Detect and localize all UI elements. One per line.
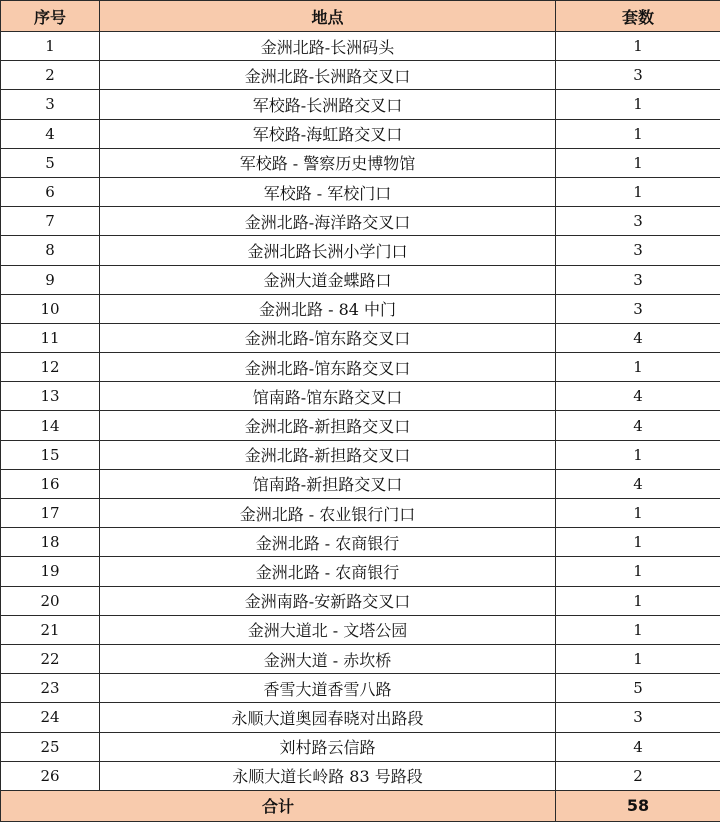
row-index-cell: 7 — [1, 207, 100, 236]
table-row — [1, 469, 720, 498]
row-index-cell: 17 — [1, 499, 100, 528]
row-sets-cell: 2 — [556, 761, 720, 790]
total-label: 合计 — [1, 790, 556, 821]
row-index-cell: 21 — [1, 615, 100, 644]
row-location-cell: 刘村路云信路 — [100, 732, 556, 761]
row-sets-cell: 4 — [556, 382, 720, 411]
row-location-cell: 馆南路-馆东路交叉口 — [100, 382, 556, 411]
row-sets-cell: 1 — [556, 644, 720, 673]
table-row — [1, 644, 720, 673]
row-index-cell: 19 — [1, 557, 100, 586]
row-sets-cell: 1 — [556, 528, 720, 557]
row-sets-cell: 4 — [556, 732, 720, 761]
total-value: 58 — [556, 790, 720, 821]
row-location-cell: 军校路 - 警察历史博物馆 — [100, 148, 556, 177]
row-index-cell: 11 — [1, 323, 100, 352]
table-row — [1, 761, 720, 790]
row-location-cell: 金洲大道 - 赤坎桥 — [100, 644, 556, 673]
row-index-cell: 20 — [1, 586, 100, 615]
table-row — [1, 411, 720, 440]
row-sets-cell: 4 — [556, 411, 720, 440]
row-location-cell: 金洲北路-新担路交叉口 — [100, 411, 556, 440]
row-location-cell: 金洲北路 - 农商银行 — [100, 528, 556, 557]
table-row — [1, 528, 720, 557]
row-location-cell: 金洲北路 - 84 中门 — [100, 294, 556, 323]
row-location-cell: 金洲北路 - 农商银行 — [100, 557, 556, 586]
row-sets-cell: 4 — [556, 469, 720, 498]
row-sets-cell: 3 — [556, 61, 720, 90]
row-sets-cell: 3 — [556, 236, 720, 265]
row-index-cell: 4 — [1, 119, 100, 148]
row-sets-cell: 3 — [556, 265, 720, 294]
row-location-cell: 军校路 - 军校门口 — [100, 177, 556, 206]
row-location-cell: 金洲大道金蝶路口 — [100, 265, 556, 294]
total-row — [1, 790, 720, 821]
row-location-cell: 金洲大道北 - 文塔公园 — [100, 615, 556, 644]
row-sets-cell: 3 — [556, 207, 720, 236]
row-location-cell: 金洲北路长洲小学门口 — [100, 236, 556, 265]
row-index-cell: 26 — [1, 761, 100, 790]
row-location-cell: 香雪大道香雪八路 — [100, 674, 556, 703]
table-row — [1, 382, 720, 411]
row-index-cell: 14 — [1, 411, 100, 440]
row-index-cell: 16 — [1, 469, 100, 498]
table-row — [1, 440, 720, 469]
row-index-cell: 13 — [1, 382, 100, 411]
row-sets-cell: 1 — [556, 557, 720, 586]
row-index-cell: 2 — [1, 61, 100, 90]
row-index-cell: 15 — [1, 440, 100, 469]
table-footer — [1, 790, 720, 821]
header-sets: 套数 — [556, 1, 720, 32]
row-location-cell: 金洲北路-长洲路交叉口 — [100, 61, 556, 90]
row-index-cell: 5 — [1, 148, 100, 177]
table-row — [1, 265, 720, 294]
header-location: 地点 — [100, 1, 556, 32]
row-sets-cell: 3 — [556, 294, 720, 323]
table-row — [1, 615, 720, 644]
row-sets-cell: 1 — [556, 177, 720, 206]
row-index-cell: 23 — [1, 674, 100, 703]
table-row — [1, 236, 720, 265]
row-location-cell: 永顺大道长岭路 83 号路段 — [100, 761, 556, 790]
table-row — [1, 119, 720, 148]
table-row — [1, 90, 720, 119]
row-location-cell: 军校路-海虹路交叉口 — [100, 119, 556, 148]
header-index: 序号 — [1, 1, 100, 32]
table-row — [1, 177, 720, 206]
table-row — [1, 586, 720, 615]
row-sets-cell: 4 — [556, 323, 720, 352]
row-location-cell: 金洲北路-馆东路交叉口 — [100, 323, 556, 352]
table-row — [1, 294, 720, 323]
row-sets-cell: 1 — [556, 32, 720, 61]
row-index-cell: 3 — [1, 90, 100, 119]
row-sets-cell: 3 — [556, 703, 720, 732]
row-index-cell: 25 — [1, 732, 100, 761]
row-sets-cell: 1 — [556, 353, 720, 382]
table-row — [1, 557, 720, 586]
table-row — [1, 32, 720, 61]
row-sets-cell: 1 — [556, 90, 720, 119]
row-location-cell: 军校路-长洲路交叉口 — [100, 90, 556, 119]
row-location-cell: 金洲北路-馆东路交叉口 — [100, 353, 556, 382]
row-index-cell: 8 — [1, 236, 100, 265]
row-sets-cell: 1 — [556, 148, 720, 177]
row-location-cell: 金洲北路-长洲码头 — [100, 32, 556, 61]
row-index-cell: 22 — [1, 644, 100, 673]
row-location-cell: 馆南路-新担路交叉口 — [100, 469, 556, 498]
row-sets-cell: 1 — [556, 586, 720, 615]
row-sets-cell: 1 — [556, 499, 720, 528]
table-row — [1, 148, 720, 177]
row-location-cell: 金洲北路 - 农业银行门口 — [100, 499, 556, 528]
table-header — [1, 1, 720, 32]
row-index-cell: 1 — [1, 32, 100, 61]
table-body — [1, 32, 720, 791]
row-index-cell: 6 — [1, 177, 100, 206]
table-row — [1, 323, 720, 352]
table-row — [1, 207, 720, 236]
row-location-cell: 金洲南路-安新路交叉口 — [100, 586, 556, 615]
row-sets-cell: 5 — [556, 674, 720, 703]
table-row — [1, 674, 720, 703]
row-location-cell: 金洲北路-海洋路交叉口 — [100, 207, 556, 236]
table-row — [1, 61, 720, 90]
row-index-cell: 24 — [1, 703, 100, 732]
row-index-cell: 18 — [1, 528, 100, 557]
row-sets-cell: 1 — [556, 119, 720, 148]
row-index-cell: 10 — [1, 294, 100, 323]
row-index-cell: 9 — [1, 265, 100, 294]
row-sets-cell: 1 — [556, 440, 720, 469]
header-row — [1, 1, 720, 32]
table-row — [1, 732, 720, 761]
row-location-cell: 金洲北路-新担路交叉口 — [100, 440, 556, 469]
table-row — [1, 499, 720, 528]
row-location-cell: 永顺大道奥园春晓对出路段 — [100, 703, 556, 732]
row-index-cell: 12 — [1, 353, 100, 382]
table-row — [1, 353, 720, 382]
row-sets-cell: 1 — [556, 615, 720, 644]
table-row — [1, 703, 720, 732]
